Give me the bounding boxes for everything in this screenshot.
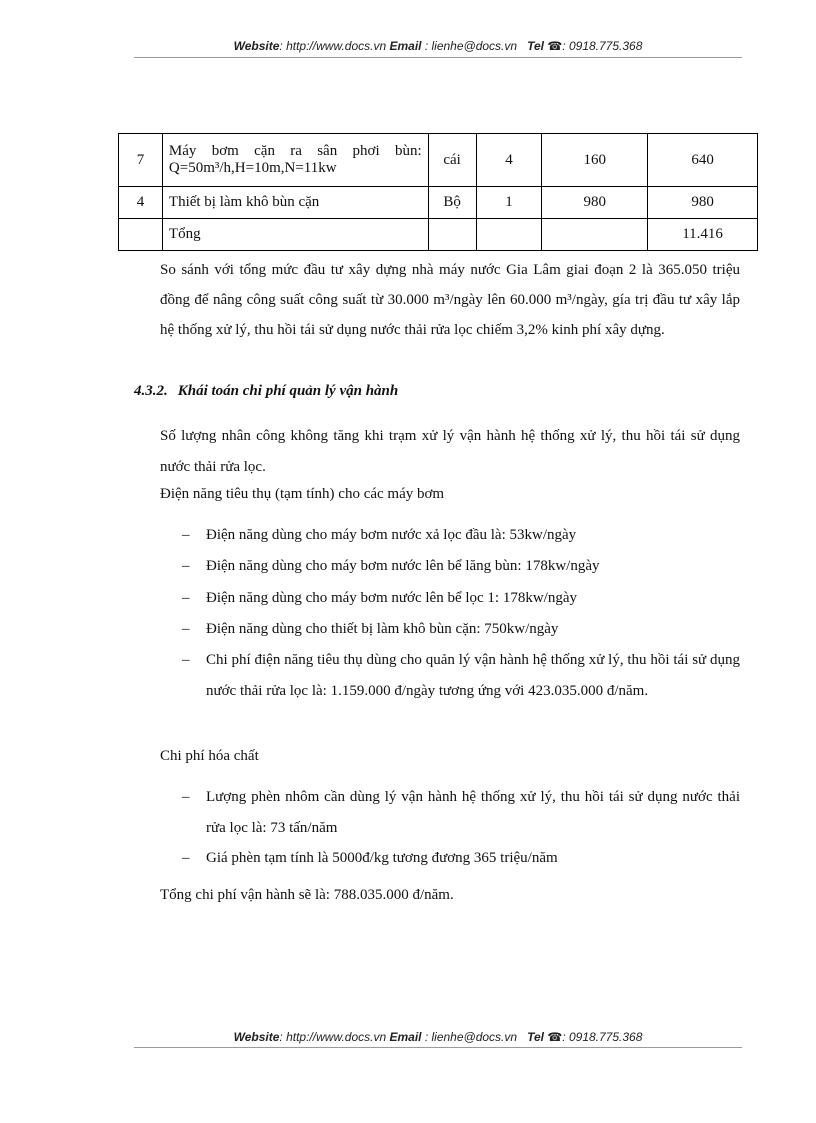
cell-name — [162, 134, 428, 187]
page-footer — [134, 1030, 742, 1044]
list-item-text: Điện năng dùng cho thiết bị làm khô bùn cặn: 750kw/ngày — [206, 621, 559, 637]
cell-price — [542, 219, 648, 251]
phone-icon: ☎ — [547, 39, 563, 53]
cell-unit — [428, 219, 476, 251]
cell-no — [119, 219, 163, 251]
cell-qty: 1 — [476, 187, 542, 219]
cell-no: 7 — [119, 134, 163, 187]
list-item — [182, 551, 740, 582]
dash-icon: – — [182, 850, 190, 866]
list-item-text: Điện năng dùng cho máy bơm nước xả lọc đầu là: 53kw/ngày — [206, 527, 577, 543]
tel-label: Tel — [527, 39, 544, 53]
section-title: Khái toán chi phí quản lý vận hành — [177, 383, 399, 399]
page-header — [134, 39, 742, 53]
cell-total: 980 — [648, 187, 758, 219]
list-item-text: Lượng phèn nhôm cần dùng lý vận hành hệ thống xử lý, thu hồi tái sử dụng nước thải rửa lọc là: 73 tấn/năm — [206, 789, 740, 836]
cell-no: 4 — [119, 187, 163, 219]
website-value: : http://www.docs.vn — [279, 1030, 387, 1044]
email-label: Email — [389, 39, 422, 53]
dash-icon: – — [182, 527, 190, 543]
list-item-text: Giá phèn tạm tính là 5000đ/kg tương đương 365 triệu/năm — [206, 850, 558, 866]
cell-qty: 4 — [476, 134, 542, 187]
list-item — [182, 782, 740, 844]
dash-icon: – — [182, 590, 190, 606]
list-item — [182, 583, 740, 614]
cell-name: Thiết bị làm khô bùn cặn — [162, 187, 428, 219]
email-value: : lienhe@docs.vn — [421, 1030, 518, 1044]
email-label: Email — [389, 1030, 422, 1044]
section-heading — [134, 383, 398, 400]
cell-total: 640 — [648, 134, 758, 187]
cell-name-line1: Máy bơm cặn ra sân phơi bùn: — [168, 143, 422, 159]
dash-icon: – — [182, 621, 190, 637]
dash-icon: – — [182, 652, 190, 668]
dash-icon: – — [182, 789, 190, 805]
cell-total: 11.416 — [648, 219, 758, 251]
cell-name-line2: Q=50m³/h,H=10m,N=11kw — [168, 160, 337, 176]
table-row — [119, 219, 758, 251]
tel-value: : 0918.775.368 — [562, 1030, 643, 1044]
list-item — [182, 843, 740, 874]
list-item — [182, 645, 740, 707]
cell-unit: cái — [428, 134, 476, 187]
cell-qty — [476, 219, 542, 251]
compare-paragraph: So sánh với tổng mức đầu tư xây dựng nhà máy nước Gia Lâm giai đoạn 2 là 365.050 triệu đồng để nâng công suất công suất từ 30.000 m³/ngày lên 60.000 m³/ngày, gía trị đầu tư xây lắp hệ thống xử lý, thu hồi tái sử dụng nước thải rửa lọc chiếm 3,2% kinh phí xây dựng. — [160, 262, 740, 338]
list-item — [182, 614, 740, 645]
list-item-text: Chi phí điện năng tiêu thụ dùng cho quản lý vận hành hệ thống xử lý, thu hồi tái sử dụng nước thải rửa lọc là: 1.159.000 đ/ngày tương ứng với 423.035.000 đ/năm. — [206, 652, 740, 699]
list-item-text: Điện năng dùng cho máy bơm nước lên bể lọc 1: 178kw/ngày — [206, 590, 578, 606]
list-item — [182, 520, 740, 551]
section-number: 4.3.2. — [134, 383, 168, 399]
footer-rule — [134, 1047, 742, 1048]
table-row — [119, 134, 758, 187]
staff-paragraph: Số lượng nhân công không tăng khi trạm xử lý vận hành hệ thống xử lý, thu hồi tái sử dụng nước thải rửa lọc. — [160, 428, 740, 475]
email-value: : lienhe@docs.vn — [421, 39, 518, 53]
website-value: : http://www.docs.vn — [279, 39, 387, 53]
chemical-intro: Chi phí hóa chất — [160, 748, 259, 764]
total-cost: Tổng chi phí vận hành sẽ là: 788.035.000 đ/năm. — [160, 887, 454, 903]
header-rule — [134, 57, 742, 58]
tel-value: : 0918.775.368 — [562, 39, 643, 53]
cost-table — [118, 133, 758, 251]
table-row — [119, 187, 758, 219]
cell-unit: Bộ — [428, 187, 476, 219]
list-item-text: Điện năng dùng cho máy bơm nước lên bể lăng bùn: 178kw/ngày — [206, 558, 600, 574]
cell-name: Tổng — [162, 219, 428, 251]
dash-icon: – — [182, 558, 190, 574]
website-label: Website — [233, 1030, 280, 1044]
cell-price: 980 — [542, 187, 648, 219]
tel-label: Tel — [527, 1030, 544, 1044]
cell-price: 160 — [542, 134, 648, 187]
energy-intro: Điện năng tiêu thụ (tạm tính) cho các máy bơm — [160, 486, 445, 502]
website-label: Website — [233, 39, 280, 53]
phone-icon: ☎ — [547, 1030, 563, 1044]
